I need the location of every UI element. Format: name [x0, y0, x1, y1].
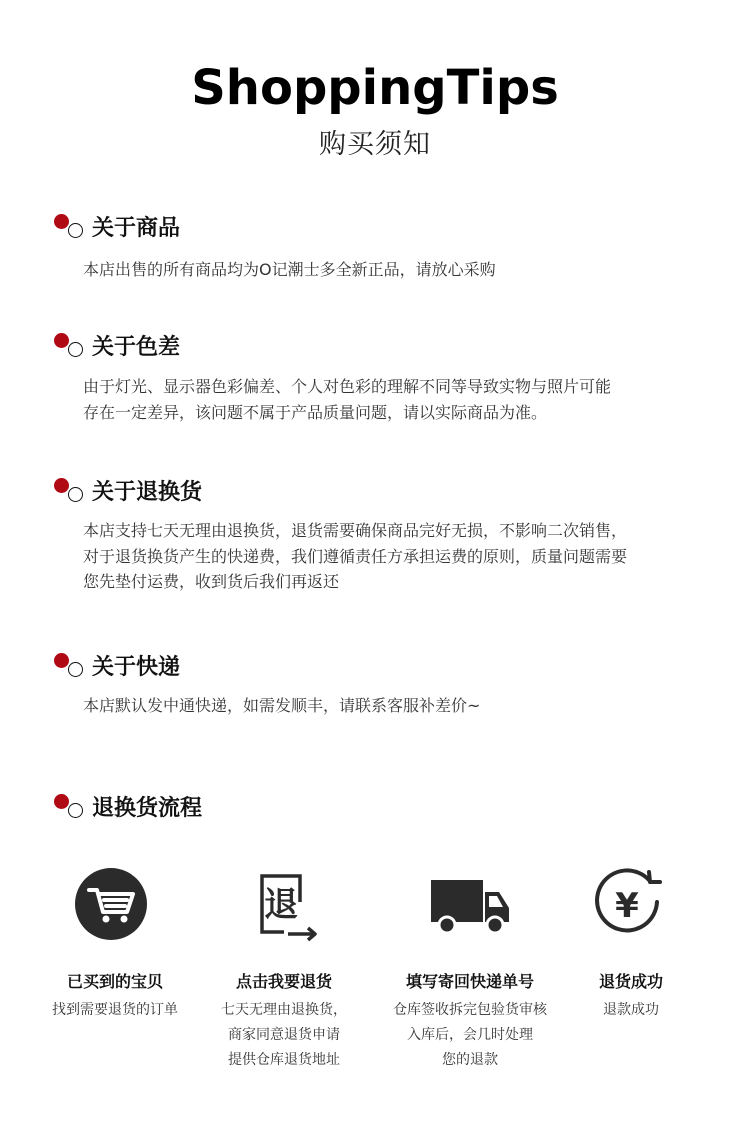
section-title: 关于商品 — [92, 216, 181, 241]
text-line: 本店出售的所有商品均为O记潮士多全新正品，请放心采购 — [83, 260, 496, 279]
section-title: 关于色差 — [92, 335, 181, 360]
step-fill-tracking — [380, 862, 560, 1073]
section-text — [83, 374, 703, 425]
bullet-icon — [54, 333, 88, 367]
return-steps — [0, 862, 750, 1102]
text-line: 由于灯光、显示器色彩偏差、个人对色彩的理解不同等导致实物与照片可能 — [83, 377, 612, 396]
step-description: 七天无理由退换货， 商家同意退货申请 提供仓库退货地址 — [221, 1002, 347, 1068]
page-title-en: ShoppingTips — [191, 60, 559, 116]
section-text — [83, 257, 703, 283]
step-title: 填写寄回快递单号 — [405, 972, 534, 991]
section-title: 关于快递 — [92, 655, 181, 680]
bullet-icon — [54, 214, 88, 248]
section-text — [83, 518, 723, 595]
section-text — [83, 693, 703, 719]
step-description: 仓库签收拆完包验货审核 入库后，会几时处理 您的退款 — [393, 1002, 547, 1068]
shopping-cart-icon — [75, 862, 155, 942]
step-return-success — [576, 862, 686, 1023]
step-description: 退款成功 — [603, 1002, 659, 1018]
page-title-cn: 购买须知 — [319, 129, 431, 160]
refund-yen-icon — [591, 862, 671, 942]
section-title: 退换货流程 — [92, 796, 203, 821]
section-title: 关于退换货 — [92, 480, 203, 505]
step-request-return — [204, 862, 364, 1073]
bullet-icon — [54, 794, 88, 828]
step-title: 已买到的宝贝 — [66, 972, 163, 991]
step-description: 找到需要退货的订单 — [52, 1002, 178, 1018]
text-line: 本店支持七天无理由退换货，退货需要确保商品完好无损，不影响二次销售， — [83, 521, 628, 540]
text-line: 您先垫付运费，收到货后我们再返还 — [83, 572, 340, 591]
text-line: 本店默认发中通快递，如需发顺丰，请联系客服补差价~ — [83, 696, 481, 715]
return-document-icon — [244, 862, 324, 942]
text-line: 存在一定差异，该问题不属于产品质量问题，请以实际商品为准。 — [83, 402, 548, 422]
text-line: 对于退货换货产生的快递费，我们遵循责任方承担运费的原则，质量问题需要 — [83, 546, 628, 566]
svg-text:退: 退 — [264, 885, 298, 925]
svg-text:¥: ¥ — [615, 886, 639, 926]
step-title: 退货成功 — [598, 972, 663, 991]
delivery-truck-icon — [425, 862, 515, 942]
step-title: 点击我要退货 — [235, 972, 332, 991]
step-bought-items — [40, 862, 190, 1023]
bullet-icon — [54, 478, 88, 512]
bullet-icon — [54, 653, 88, 687]
